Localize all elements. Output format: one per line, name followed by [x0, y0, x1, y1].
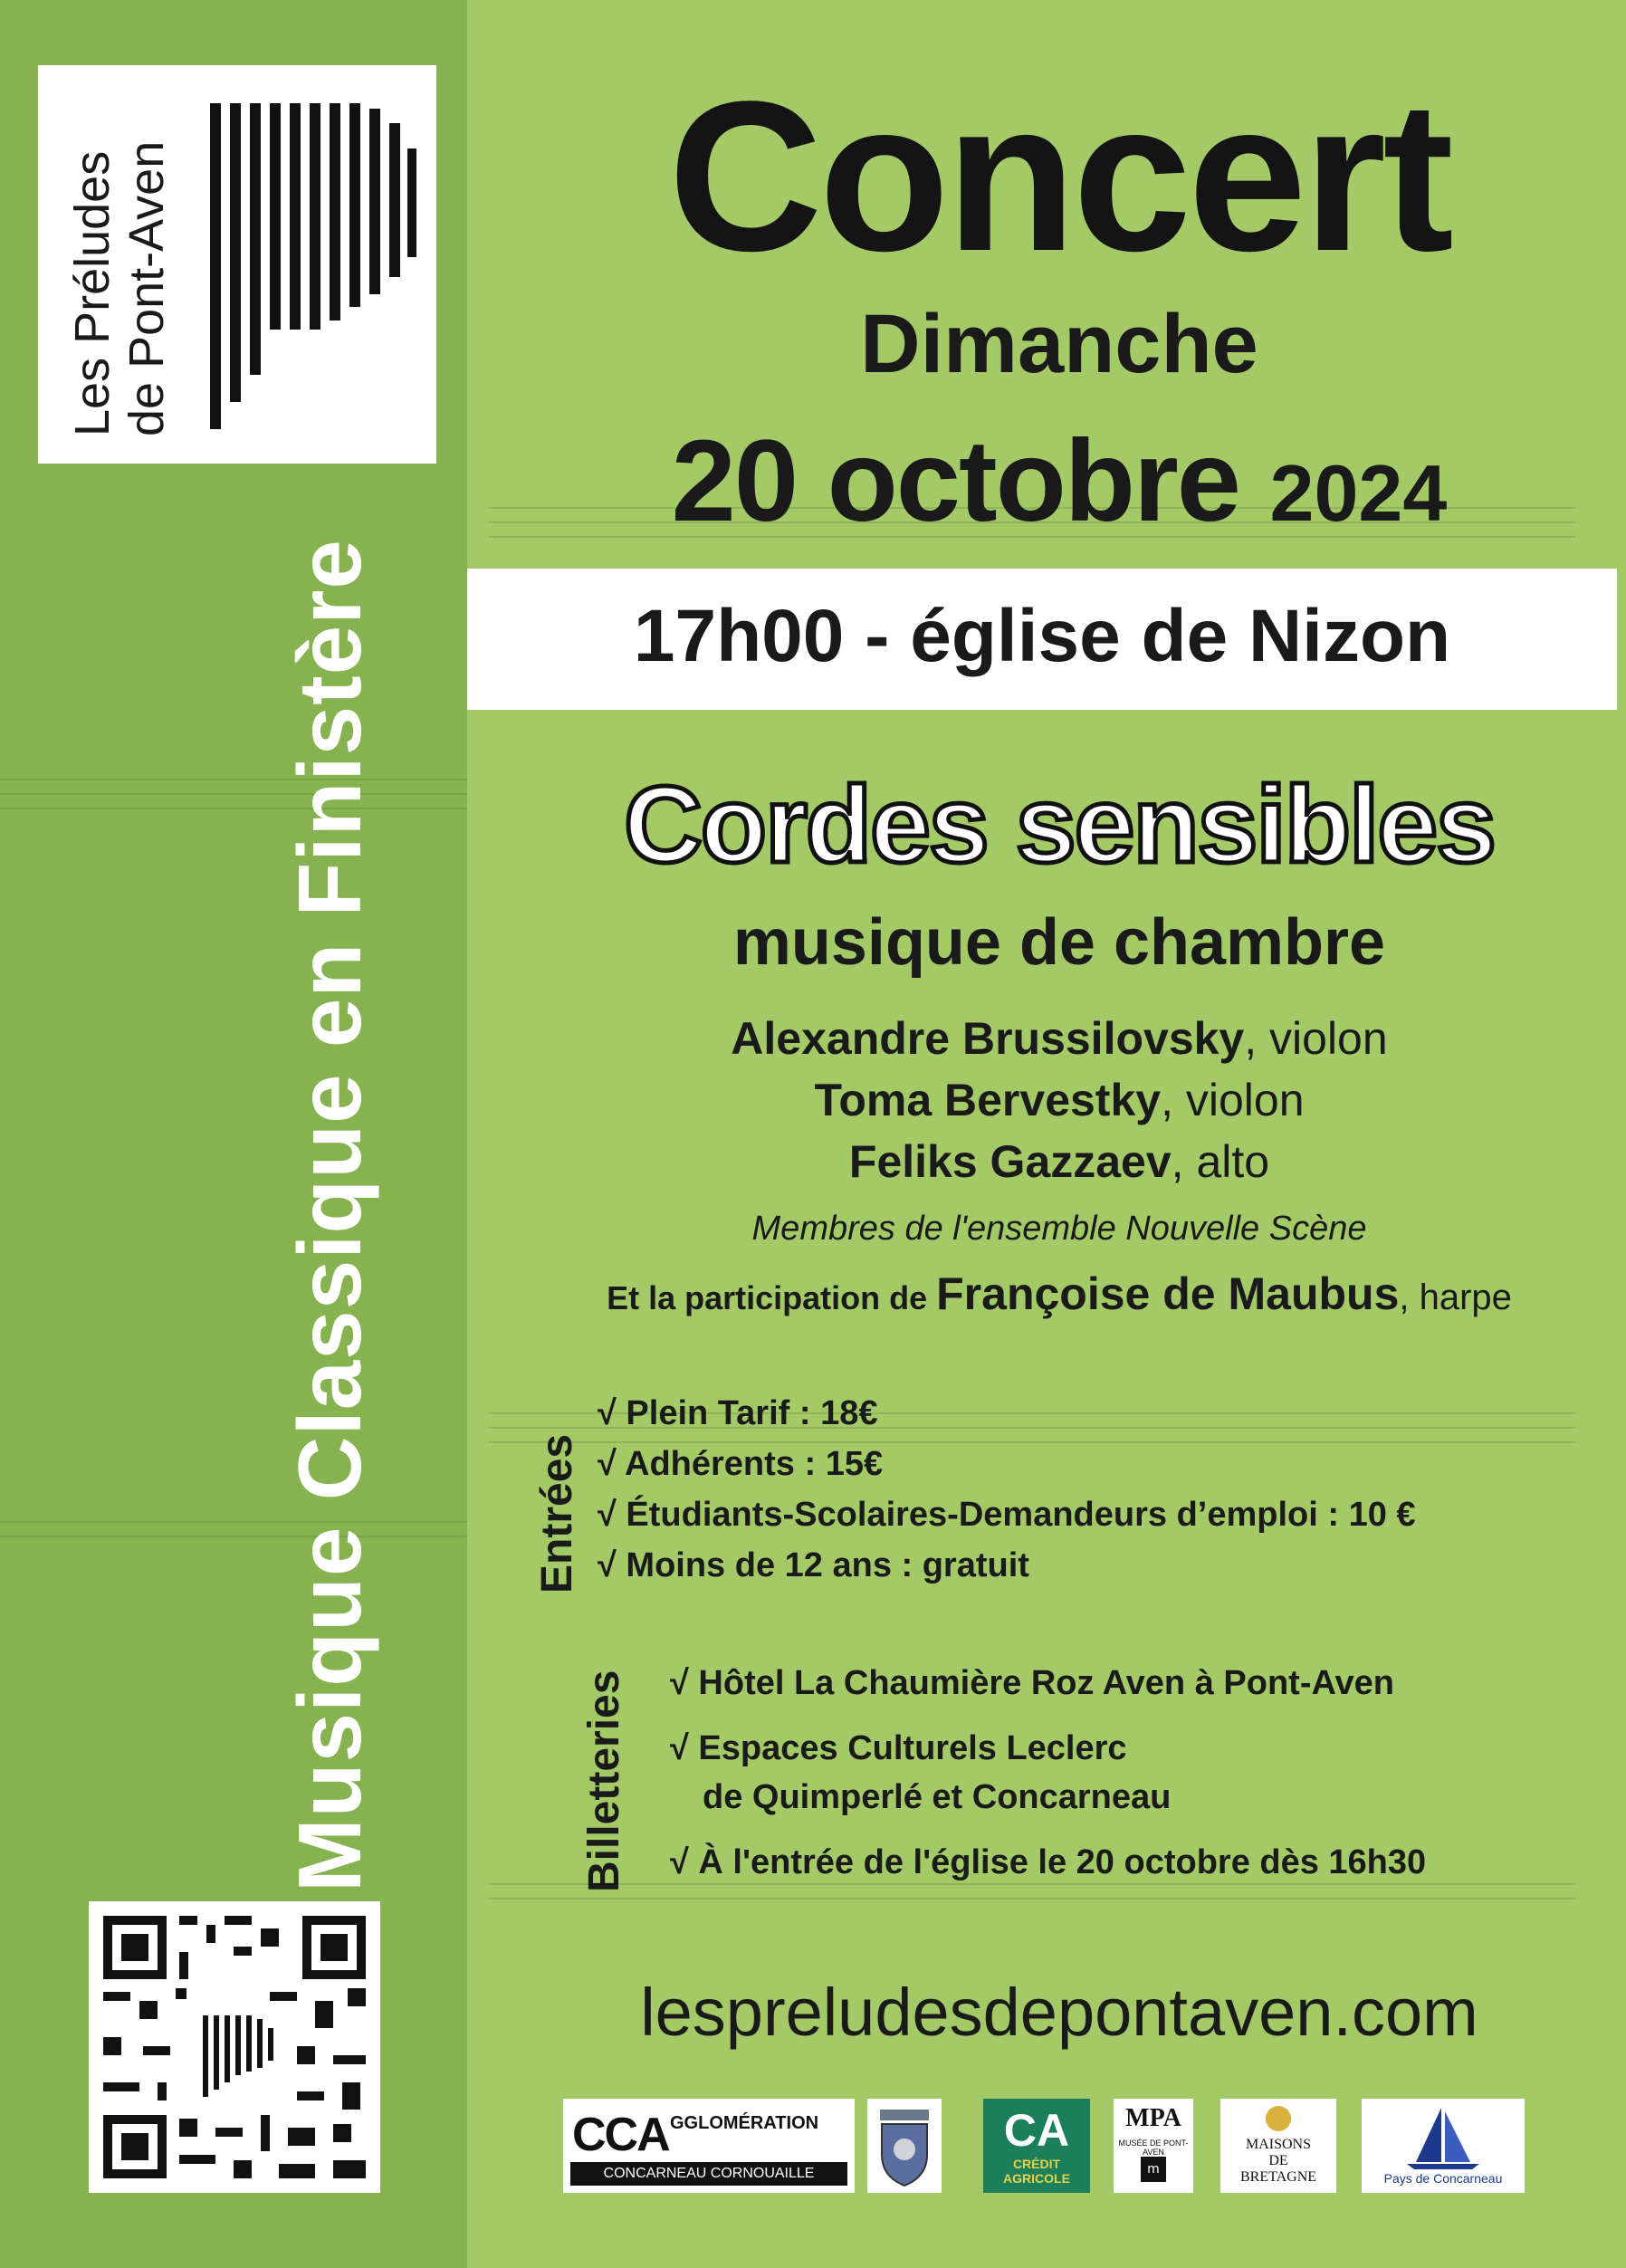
participation-line — [525, 1268, 1593, 1320]
maisons-line: MAISONS — [1245, 2137, 1311, 2152]
sponsor-credit-agricole-logo — [983, 2099, 1090, 2193]
ensemble-note: Membres de l'ensemble Nouvelle Scène — [751, 1210, 1367, 1248]
maisons-line: BRETAGNE — [1239, 2169, 1317, 2185]
logo — [38, 65, 436, 464]
mpa-logo-subtext: MUSÉE DE PONT-AVEN — [1118, 2139, 1189, 2157]
performer-name: Toma Bervestky — [814, 1075, 1162, 1125]
ticket-item: √ Espaces Culturels Leclerc — [670, 1729, 1127, 1767]
utl-logo-text: Pays de Concarneau — [1383, 2171, 1503, 2186]
time-place-banner — [467, 569, 1617, 710]
sponsor-maisons-de-bretagne-logo — [1220, 2099, 1336, 2193]
sailboat-icon — [1362, 2099, 1525, 2171]
program-title: Cordes sensibles — [624, 764, 1495, 885]
performer-name: Feliks Gazzaev — [848, 1136, 1172, 1187]
sponsor-utl-logo — [1362, 2099, 1525, 2193]
concert-title: Concert — [668, 57, 1450, 296]
logo-line-1: Les Préludes — [65, 150, 120, 436]
prices-label: Entrées — [533, 1433, 581, 1593]
event-year: 2024 — [1269, 448, 1448, 538]
maisons-line: DE — [1268, 2153, 1288, 2168]
time-place-text: 17h00 - église de Nizon — [633, 595, 1451, 677]
piano-keys-logo-icon — [210, 103, 418, 429]
price-item: √ Adhérents : 15€ — [598, 1445, 884, 1483]
performer-instrument: , violon — [1244, 1013, 1388, 1064]
sponsor-cca-logo — [563, 2099, 855, 2193]
ticket-item: √ Hôtel La Chaumière Roz Aven à Pont-Aven — [670, 1664, 1394, 1702]
website-link[interactable]: lespreludesdepontaven.com — [640, 1975, 1478, 2050]
logo-text — [65, 92, 174, 436]
event-date-day-month: 20 octobre — [671, 416, 1239, 546]
participation-name: Françoise de Maubus — [936, 1268, 1400, 1319]
coat-of-arms-icon — [867, 2099, 942, 2193]
participation-prefix: Et la participation de — [607, 1279, 937, 1316]
sponsor-town-crest-logo — [867, 2099, 942, 2193]
side-title: Musique Classique en Finistère — [280, 539, 379, 1892]
price-item: √ Étudiants-Scolaires-Demandeurs d’emploi : 10 € — [598, 1496, 1416, 1534]
participation-instrument: , harpe — [1399, 1278, 1512, 1317]
performer-instrument: , alto — [1171, 1136, 1270, 1187]
price-item: √ Plein Tarif : 18€ — [598, 1394, 878, 1432]
maisons-logo-text — [1220, 2137, 1336, 2186]
event-date — [525, 415, 1593, 548]
performer-line — [525, 1012, 1593, 1065]
ticket-item: √ À l'entrée de l'église le 20 octobre dès 16h30 — [670, 1843, 1427, 1881]
cca-logo-band: CONCARNEAU CORNOUAILLE — [570, 2162, 847, 2186]
sponsor-musee-pont-aven-logo — [1114, 2099, 1193, 2193]
cca-logo-text: CCA — [572, 2109, 669, 2161]
price-item: √ Moins de 12 ans : gratuit — [598, 1546, 1029, 1584]
credit-agricole-glyph: CA — [1003, 2105, 1070, 2156]
qr-code-icon — [89, 1901, 380, 2193]
mpa-box-icon: m — [1141, 2157, 1166, 2182]
maisons-coin-icon — [1266, 2106, 1291, 2131]
qr-code[interactable] — [89, 1901, 380, 2193]
mpa-logo-text: MPA — [1125, 2104, 1181, 2132]
performer-name: Alexandre Brussilovsky — [731, 1013, 1245, 1064]
credit-agricole-text-line: AGRICOLE — [1003, 2171, 1070, 2186]
performer-line — [525, 1074, 1593, 1126]
performer-line — [525, 1135, 1593, 1188]
credit-agricole-text-line: CRÉDIT — [1012, 2157, 1061, 2171]
ticket-item-continuation: de Quimperlé et Concarneau — [703, 1778, 1172, 1816]
logo-line-2: de Pont-Aven — [120, 140, 174, 436]
program-subtitle: musique de chambre — [732, 906, 1386, 979]
cca-logo-subtext: GGLOMÉRATION — [670, 2113, 819, 2133]
credit-agricole-text — [983, 2157, 1090, 2186]
performer-instrument: , violon — [1161, 1075, 1305, 1125]
tickets-label: Billetteries — [580, 1670, 628, 1892]
event-day: Dimanche — [860, 298, 1258, 390]
